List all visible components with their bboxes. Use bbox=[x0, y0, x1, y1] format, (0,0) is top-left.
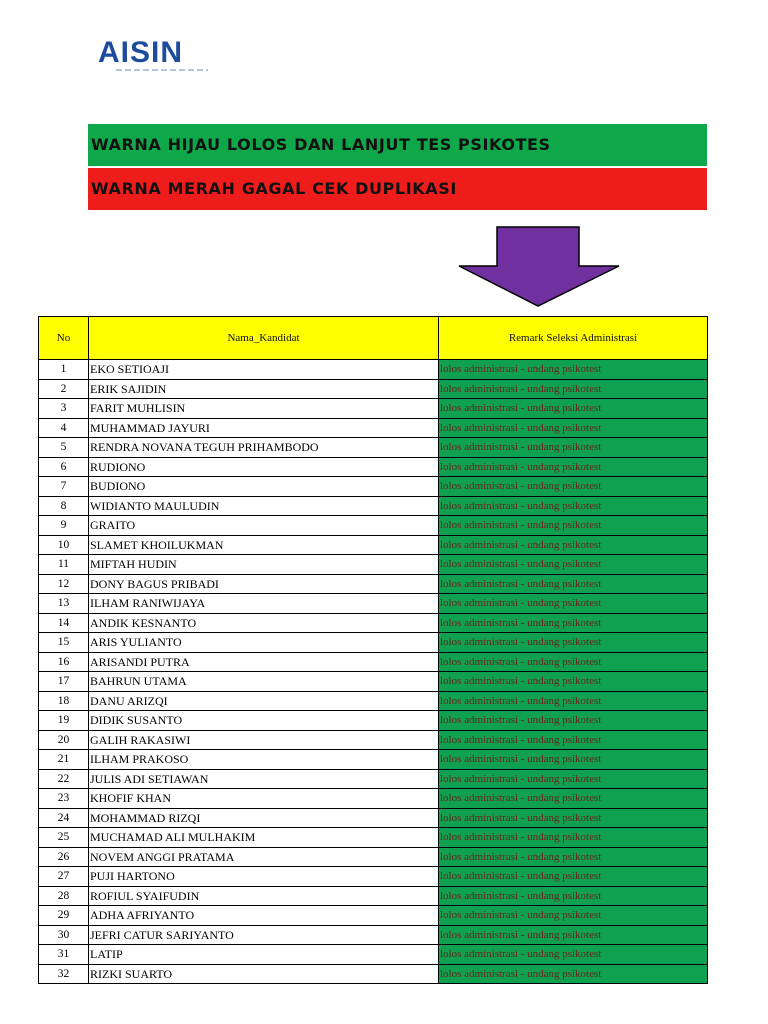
table-row bbox=[39, 379, 708, 399]
table-row bbox=[39, 867, 708, 887]
row-number: 2 bbox=[39, 379, 89, 399]
table-row bbox=[39, 535, 708, 555]
remark-cell: lolos administrasi - undang psikotest bbox=[439, 672, 708, 692]
logo-tagline-line bbox=[116, 69, 208, 71]
remark-cell: lolos administrasi - undang psikotest bbox=[439, 379, 708, 399]
candidate-name: RUDIONO bbox=[89, 457, 439, 477]
candidate-name: EKO SETIOAJI bbox=[89, 360, 439, 380]
remark-cell: lolos administrasi - undang psikotest bbox=[439, 730, 708, 750]
remark-cell: lolos administrasi - undang psikotest bbox=[439, 613, 708, 633]
row-number: 1 bbox=[39, 360, 89, 380]
candidate-name: DANU ARIZQI bbox=[89, 691, 439, 711]
candidate-name: NOVEM ANGGI PRATAMA bbox=[89, 847, 439, 867]
row-number: 21 bbox=[39, 750, 89, 770]
table-row bbox=[39, 672, 708, 692]
candidate-table bbox=[38, 316, 708, 984]
table-row bbox=[39, 789, 708, 809]
table-row bbox=[39, 828, 708, 848]
table-row bbox=[39, 711, 708, 731]
table-row bbox=[39, 945, 708, 965]
row-number: 19 bbox=[39, 711, 89, 731]
remark-cell: lolos administrasi - undang psikotest bbox=[439, 808, 708, 828]
candidate-name: MUCHAMAD ALI MULHAKIM bbox=[89, 828, 439, 848]
remark-cell: lolos administrasi - undang psikotest bbox=[439, 555, 708, 575]
candidate-name: RENDRA NOVANA TEGUH PRIHAMBODO bbox=[89, 438, 439, 458]
table-row bbox=[39, 730, 708, 750]
table-row bbox=[39, 886, 708, 906]
remark-cell: lolos administrasi - undang psikotest bbox=[439, 711, 708, 731]
candidate-name: GALIH RAKASIWI bbox=[89, 730, 439, 750]
row-number: 11 bbox=[39, 555, 89, 575]
table-row bbox=[39, 399, 708, 419]
table-row bbox=[39, 594, 708, 614]
row-number: 8 bbox=[39, 496, 89, 516]
remark-cell: lolos administrasi - undang psikotest bbox=[439, 867, 708, 887]
remark-cell: lolos administrasi - undang psikotest bbox=[439, 594, 708, 614]
table-row bbox=[39, 516, 708, 536]
row-number: 7 bbox=[39, 477, 89, 497]
candidate-name: ADHA AFRIYANTO bbox=[89, 906, 439, 926]
remark-cell: lolos administrasi - undang psikotest bbox=[439, 750, 708, 770]
table-row bbox=[39, 906, 708, 926]
remark-cell: lolos administrasi - undang psikotest bbox=[439, 574, 708, 594]
row-number: 14 bbox=[39, 613, 89, 633]
remark-cell: lolos administrasi - undang psikotest bbox=[439, 769, 708, 789]
candidate-name: JULIS ADI SETIAWAN bbox=[89, 769, 439, 789]
row-number: 12 bbox=[39, 574, 89, 594]
candidate-name: SLAMET KHOILUKMAN bbox=[89, 535, 439, 555]
candidate-name: MIFTAH HUDIN bbox=[89, 555, 439, 575]
candidate-name: ARIS YULIANTO bbox=[89, 633, 439, 653]
remark-cell: lolos administrasi - undang psikotest bbox=[439, 828, 708, 848]
row-number: 17 bbox=[39, 672, 89, 692]
row-number: 25 bbox=[39, 828, 89, 848]
table-row bbox=[39, 633, 708, 653]
row-number: 29 bbox=[39, 906, 89, 926]
row-number: 10 bbox=[39, 535, 89, 555]
remark-cell: lolos administrasi - undang psikotest bbox=[439, 652, 708, 672]
candidate-name: ARISANDI PUTRA bbox=[89, 652, 439, 672]
table-header-row bbox=[39, 317, 708, 360]
row-number: 18 bbox=[39, 691, 89, 711]
table-row bbox=[39, 613, 708, 633]
table-row bbox=[39, 652, 708, 672]
row-number: 4 bbox=[39, 418, 89, 438]
candidate-name: RIZKI SUARTO bbox=[89, 964, 439, 984]
row-number: 9 bbox=[39, 516, 89, 536]
table-row bbox=[39, 457, 708, 477]
table-row bbox=[39, 750, 708, 770]
table-row bbox=[39, 438, 708, 458]
table-row bbox=[39, 769, 708, 789]
remark-cell: lolos administrasi - undang psikotest bbox=[439, 633, 708, 653]
row-number: 30 bbox=[39, 925, 89, 945]
candidate-name: BAHRUN UTAMA bbox=[89, 672, 439, 692]
remark-cell: lolos administrasi - undang psikotest bbox=[439, 886, 708, 906]
candidate-name: ILHAM PRAKOSO bbox=[89, 750, 439, 770]
remark-cell: lolos administrasi - undang psikotest bbox=[439, 964, 708, 984]
candidate-name: ERIK SAJIDIN bbox=[89, 379, 439, 399]
row-number: 24 bbox=[39, 808, 89, 828]
header-nama-kandidat: Nama_Kandidat bbox=[89, 317, 439, 360]
table-row bbox=[39, 964, 708, 984]
remark-cell: lolos administrasi - undang psikotest bbox=[439, 847, 708, 867]
table-row bbox=[39, 925, 708, 945]
candidate-name: WIDIANTO MAULUDIN bbox=[89, 496, 439, 516]
table-row bbox=[39, 360, 708, 380]
candidate-name: ROFIUL SYAIFUDIN bbox=[89, 886, 439, 906]
candidate-name: MOHAMMAD RIZQI bbox=[89, 808, 439, 828]
row-number: 23 bbox=[39, 789, 89, 809]
candidate-name: BUDIONO bbox=[89, 477, 439, 497]
remark-cell: lolos administrasi - undang psikotest bbox=[439, 477, 708, 497]
row-number: 20 bbox=[39, 730, 89, 750]
table-row bbox=[39, 847, 708, 867]
table-row bbox=[39, 496, 708, 516]
down-arrow-icon bbox=[457, 226, 621, 308]
remark-cell: lolos administrasi - undang psikotest bbox=[439, 516, 708, 536]
candidate-name: GRAITO bbox=[89, 516, 439, 536]
remark-cell: lolos administrasi - undang psikotest bbox=[439, 438, 708, 458]
candidate-name: DIDIK SUSANTO bbox=[89, 711, 439, 731]
header-no: No bbox=[39, 317, 89, 360]
candidate-name: KHOFIF KHAN bbox=[89, 789, 439, 809]
row-number: 22 bbox=[39, 769, 89, 789]
row-number: 26 bbox=[39, 847, 89, 867]
remark-cell: lolos administrasi - undang psikotest bbox=[439, 360, 708, 380]
candidate-name: DONY BAGUS PRIBADI bbox=[89, 574, 439, 594]
candidate-name: ILHAM RANIWIJAYA bbox=[89, 594, 439, 614]
red-legend-banner: WARNA MERAH GAGAL CEK DUPLIKASI bbox=[88, 168, 707, 210]
row-number: 32 bbox=[39, 964, 89, 984]
row-number: 3 bbox=[39, 399, 89, 419]
table-row bbox=[39, 574, 708, 594]
logo-text: AISIN bbox=[98, 36, 184, 69]
candidate-name: ANDIK KESNANTO bbox=[89, 613, 439, 633]
row-number: 13 bbox=[39, 594, 89, 614]
candidate-name: FARIT MUHLISIN bbox=[89, 399, 439, 419]
row-number: 16 bbox=[39, 652, 89, 672]
row-number: 28 bbox=[39, 886, 89, 906]
remark-cell: lolos administrasi - undang psikotest bbox=[439, 789, 708, 809]
remark-cell: lolos administrasi - undang psikotest bbox=[439, 535, 708, 555]
green-legend-banner: WARNA HIJAU LOLOS DAN LANJUT TES PSIKOTES bbox=[88, 124, 707, 166]
candidate-name: PUJI HARTONO bbox=[89, 867, 439, 887]
remark-cell: lolos administrasi - undang psikotest bbox=[439, 399, 708, 419]
candidate-name: LATIP bbox=[89, 945, 439, 965]
candidate-name: MUHAMMAD JAYURI bbox=[89, 418, 439, 438]
row-number: 27 bbox=[39, 867, 89, 887]
aisin-logo bbox=[98, 38, 228, 74]
row-number: 6 bbox=[39, 457, 89, 477]
remark-cell: lolos administrasi - undang psikotest bbox=[439, 691, 708, 711]
remark-cell: lolos administrasi - undang psikotest bbox=[439, 496, 708, 516]
row-number: 15 bbox=[39, 633, 89, 653]
table-row bbox=[39, 477, 708, 497]
remark-cell: lolos administrasi - undang psikotest bbox=[439, 457, 708, 477]
remark-cell: lolos administrasi - undang psikotest bbox=[439, 906, 708, 926]
row-number: 5 bbox=[39, 438, 89, 458]
candidate-name: JEFRI CATUR SARIYANTO bbox=[89, 925, 439, 945]
table-row bbox=[39, 691, 708, 711]
table-row bbox=[39, 808, 708, 828]
table-row bbox=[39, 418, 708, 438]
table-row bbox=[39, 555, 708, 575]
remark-cell: lolos administrasi - undang psikotest bbox=[439, 925, 708, 945]
remark-cell: lolos administrasi - undang psikotest bbox=[439, 945, 708, 965]
remark-cell: lolos administrasi - undang psikotest bbox=[439, 418, 708, 438]
header-remark: Remark Seleksi Administrasi bbox=[439, 317, 708, 360]
row-number: 31 bbox=[39, 945, 89, 965]
